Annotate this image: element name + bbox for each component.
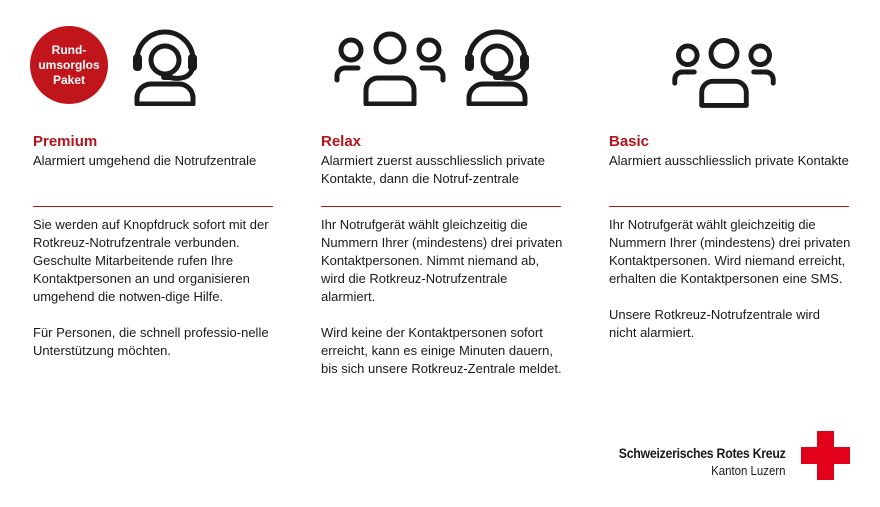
group-icon	[334, 30, 446, 106]
divider	[33, 206, 273, 207]
column-subtitle: Alarmiert zuerst ausschliesslich private Kontakte, dann die Notruf-zentrale	[321, 153, 545, 186]
divider	[609, 206, 849, 207]
package-badge	[30, 26, 108, 104]
badge-line-3: Paket	[52, 72, 86, 87]
column-paragraph: Für Personen, die schnell professio-nelle Unterstützung möchten.	[33, 325, 269, 358]
column-paragraph: Unsere Rotkreuz-Notrufzentrale wird nicht alarmiert.	[609, 307, 820, 340]
divider	[321, 206, 561, 207]
column-paragraph: Ihr Notrufgerät wählt gleichzeitig die Nummern Ihrer (mindestens) drei privaten Kontaktpersonen. Nimmt niemand ab, wird die Rotkreuz-Notrufzentrale alarmiert.	[321, 217, 563, 304]
headset-operator-icon	[128, 24, 202, 106]
badge-line-2: umsorglos	[38, 57, 100, 72]
column-title: Basic	[609, 133, 650, 150]
organization-name: Schweizerisches Rotes Kreuz	[619, 445, 786, 461]
column-subtitle: Alarmiert ausschliesslich private Kontakte	[609, 153, 849, 168]
column-title: Relax	[321, 133, 362, 150]
organization-logo-text	[596, 444, 786, 480]
organization-region: Kanton Luzern	[711, 463, 786, 478]
column-paragraph: Sie werden auf Knopfdruck sofort mit der Rotkreuz-Notrufzentrale verbunden. Geschulte Mitarbeitende rufen Ihre Kontaktpersonen an und organisieren umgehend die notwen-dige Hilfe.	[33, 217, 269, 304]
column-relax	[321, 132, 563, 378]
red-cross-icon	[801, 431, 850, 480]
group-icon	[672, 36, 776, 108]
column-title: Premium	[33, 133, 98, 150]
headset-operator-icon	[460, 24, 534, 106]
column-premium	[33, 132, 275, 360]
column-subtitle: Alarmiert umgehend die Notrufzentrale	[33, 153, 257, 168]
column-paragraph: Wird keine der Kontaktpersonen sofort erreicht, kann es einige Minuten dauern, bis sich unsere Rotkreuz-Zentrale meldet.	[321, 325, 562, 376]
column-paragraph: Ihr Notrufgerät wählt gleichzeitig die Nummern Ihrer (mindestens) drei privaten Kontaktpersonen. Wird niemand erreicht, erhalten die Kontaktpersonen eine SMS.	[609, 217, 851, 286]
column-basic	[609, 132, 851, 342]
badge-line-1: Rund-	[51, 42, 87, 57]
